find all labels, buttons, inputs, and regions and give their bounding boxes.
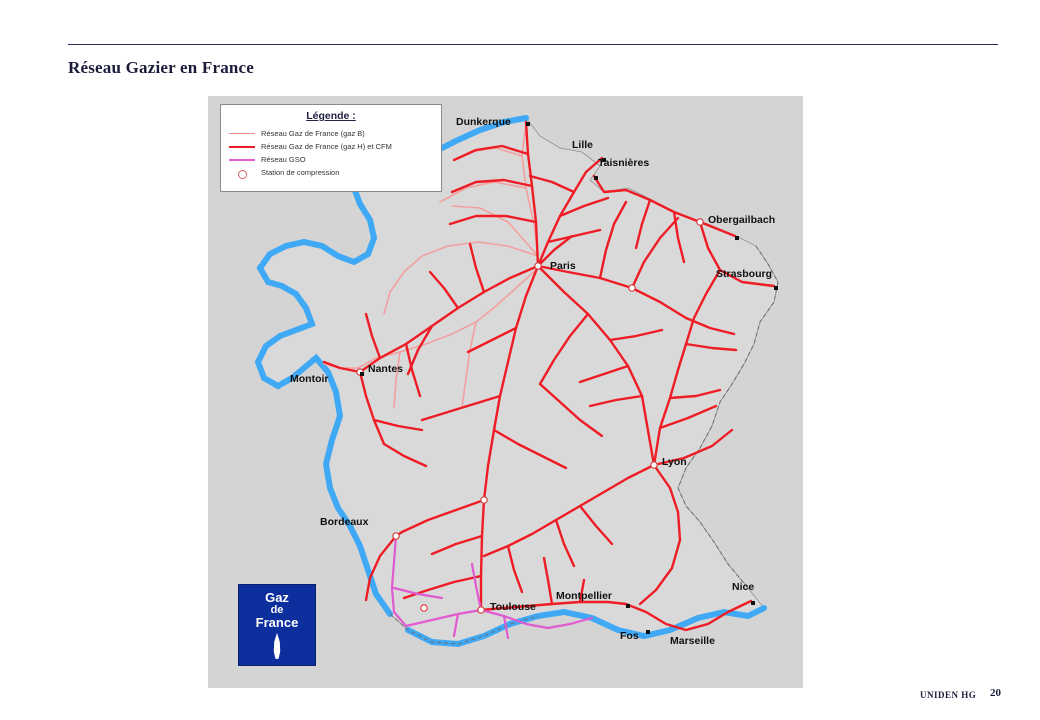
city-label-lyon: Lyon	[662, 456, 687, 468]
line-swatch-icon	[229, 129, 255, 139]
map-legend	[220, 104, 442, 192]
logo-line-1: Gaz	[265, 590, 289, 605]
city-label-fos: Fos	[620, 630, 639, 642]
city-dot-taisnieres	[594, 176, 598, 180]
city-label-obergailbach: Obergailbach	[708, 214, 776, 226]
legend-item-gaz-h	[229, 140, 433, 153]
city-label-dunkerque: Dunkerque	[456, 116, 511, 128]
footer-reference: UNIDEN HG	[920, 690, 977, 700]
city-dot-montpellier	[626, 604, 630, 608]
city-label-marseille: Marseille	[670, 635, 715, 647]
city-dot-nice	[751, 601, 755, 605]
logo-line-3: France	[255, 615, 299, 631]
city-label-strasbourg: Strasbourg	[716, 268, 773, 280]
city-label-taisnieres: Taisnières	[598, 157, 650, 169]
france-landmass	[258, 118, 778, 644]
legend-label: Réseau GSO	[261, 155, 306, 164]
legend-label: Réseau Gaz de France (gaz H) et CFM	[261, 142, 392, 151]
city-dot-strasbourg	[774, 286, 778, 290]
gaz-de-france-logo	[238, 584, 316, 666]
circle-marker-icon	[229, 168, 255, 178]
legend-label: Réseau Gaz de France (gaz B)	[261, 129, 365, 138]
city-label-nantes: Nantes	[368, 363, 404, 375]
city-label-montoir: Montoir	[290, 373, 329, 385]
city-label-paris: Paris	[550, 260, 576, 272]
legend-title: Légende :	[306, 110, 356, 122]
title-divider	[68, 44, 998, 45]
flame-icon	[272, 633, 282, 659]
legend-item-station	[229, 166, 433, 179]
legend-item-gaz-b	[229, 127, 433, 140]
city-dot-dunkerque	[526, 122, 530, 126]
legend-item-gso	[229, 153, 433, 166]
page-number: 20	[990, 687, 1001, 699]
page-title: Réseau Gazier en France	[68, 58, 255, 77]
city-label-bordeaux: Bordeaux	[320, 516, 369, 528]
city-dot-fos	[646, 630, 650, 634]
line-swatch-icon	[229, 142, 255, 152]
city-label-nice: Nice	[732, 581, 755, 593]
city-label-toulouse: Toulouse	[490, 601, 536, 613]
city-dot-nantes	[360, 372, 364, 376]
city-label-montpellier: Montpellier	[556, 590, 613, 602]
logo-line-2: de	[270, 603, 284, 616]
city-label-lille: Lille	[572, 139, 594, 151]
legend-label: Station de compression	[261, 168, 340, 177]
city-dot-obergailbach	[735, 236, 739, 240]
france-gas-network-map	[208, 96, 803, 688]
line-swatch-icon	[229, 155, 255, 165]
